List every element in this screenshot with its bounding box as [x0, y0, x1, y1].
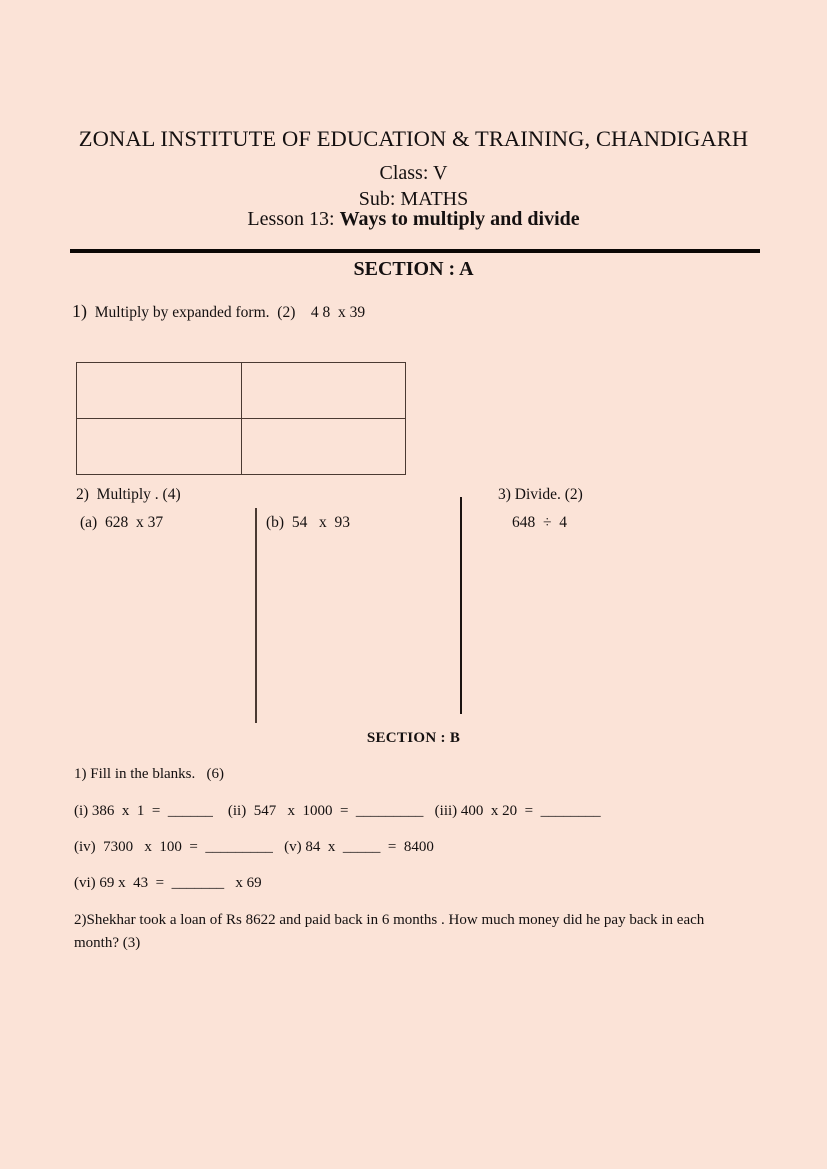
class-line: Class: V — [379, 162, 448, 184]
workspace-divider-right — [460, 497, 462, 714]
fill-in-the-blanks-row: (vi) 69 x 43 = _______ x 69 — [74, 875, 262, 891]
section-a-heading: SECTION : A — [353, 258, 474, 280]
word-problem-question-2: 2)Shekhar took a loan of Rs 8622 and paid back in 6 months . How much money did he pay back in each month? (3) — [74, 912, 705, 952]
lesson-prefix: Lesson 13: — [247, 208, 340, 230]
question-3-heading: 3) Divide. (2) — [498, 486, 583, 503]
question-2-part-b: (b) 54 x 93 — [266, 514, 350, 531]
table-cell[interactable] — [241, 363, 406, 419]
table-row — [77, 419, 406, 475]
fill-in-the-blanks-row: (iv) 7300 x 100 = _________ (v) 84 x _____ = 8400 — [74, 839, 434, 855]
table-row — [77, 363, 406, 419]
question-2-heading: 2) Multiply . (4) — [76, 486, 181, 503]
question-1 — [72, 301, 365, 322]
section-b-heading: SECTION : B — [366, 730, 461, 746]
question-3-expression: 648 ÷ 4 — [512, 514, 568, 531]
table-cell[interactable] — [77, 419, 242, 475]
lesson-title: Ways to multiply and divide — [339, 208, 580, 230]
question-1-number: 1) — [72, 301, 87, 321]
question-1-text: Multiply by expanded form. (2) 4 8 x 39 — [87, 304, 366, 321]
table-cell[interactable] — [241, 419, 406, 475]
fill-in-the-blanks-row: (i) 386 x 1 = ______ (ii) 547 x 1000 = _________ (iii) 400 x 20 = ________ — [74, 803, 601, 819]
workspace-divider-left — [255, 508, 257, 723]
header-divider-rule — [70, 249, 760, 253]
fill-in-the-blanks-heading: 1) Fill in the blanks. (6) — [74, 766, 224, 782]
lesson-line — [0, 208, 827, 231]
expanded-form-table — [76, 362, 406, 475]
question-2-part-a: (a) 628 x 37 — [80, 514, 164, 531]
subject-line: Sub: MATHS — [358, 188, 469, 210]
table-cell[interactable] — [77, 363, 242, 419]
institute-title: ZONAL INSTITUTE OF EDUCATION & TRAINING, CHANDIGARH — [78, 126, 749, 151]
